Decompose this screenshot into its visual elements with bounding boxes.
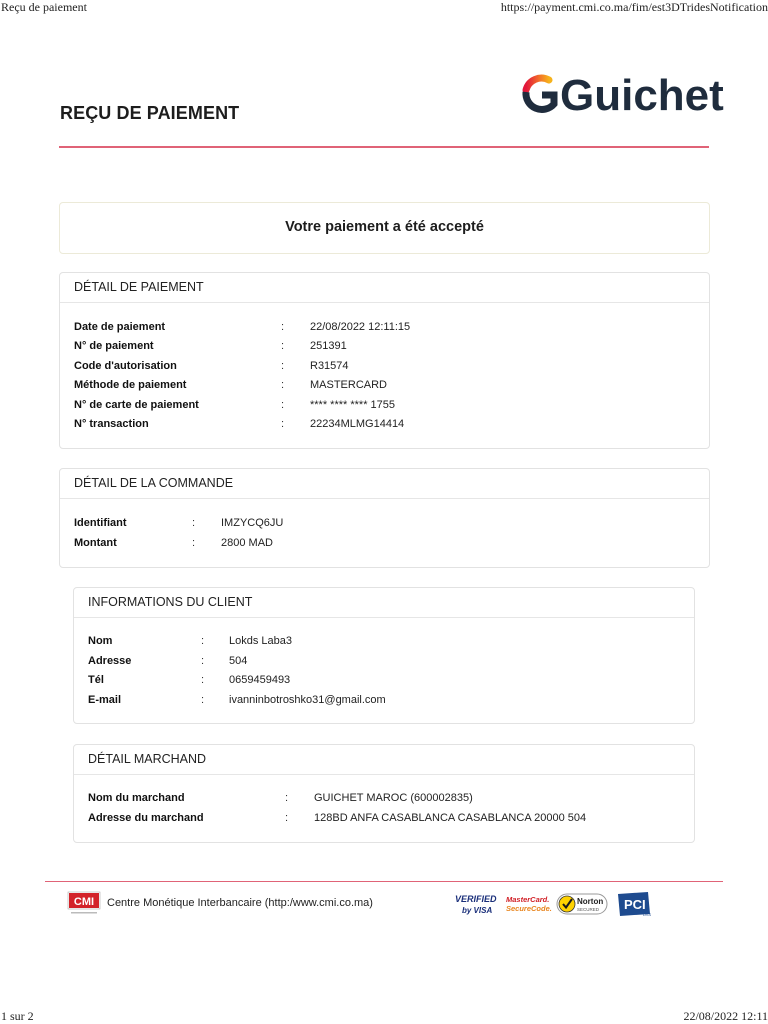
svg-text:DSS: DSS	[643, 912, 652, 917]
detail-label: Adresse du marchand	[88, 812, 204, 824]
footer-divider	[45, 881, 723, 882]
card-divider	[60, 498, 709, 499]
payment-detail-card: DÉTAIL DE PAIEMENT Date de paiement : 22/08/2022 12:11:15 N° de paiement : 251391 Code d'autorisation : R31574 Méthode de paiement : MASTERCARD N° de carte de paiement : **** **** **** 1755 N° transaction : 22234MLMG14414	[59, 272, 710, 449]
header-divider	[59, 146, 709, 148]
order-detail-title: DÉTAIL DE LA COMMANDE	[74, 476, 234, 490]
logo-text: Guichet	[560, 71, 724, 120]
merchant-detail-title: DÉTAIL MARCHAND	[88, 752, 207, 766]
detail-label: Identifiant	[74, 517, 127, 529]
mastercard-securecode-badge	[504, 890, 552, 923]
detail-value: Lokds Laba3	[229, 635, 292, 647]
detail-label: Méthode de paiement	[74, 379, 187, 391]
order-detail-card: DÉTAIL DE LA COMMANDE Identifiant : IMZYCQ6JU Montant : 2800 MAD	[59, 468, 710, 568]
receipt-title: REÇU DE PAIEMENT	[60, 103, 240, 123]
card-divider	[74, 617, 694, 618]
detail-value: GUICHET MAROC (600002835)	[314, 792, 473, 804]
detail-label: Nom	[88, 635, 113, 647]
cmi-logo	[68, 892, 100, 916]
detail-value: **** **** **** 1755	[310, 399, 396, 411]
pci-dss-badge	[616, 890, 654, 923]
detail-label: E-mail	[88, 694, 122, 706]
card-divider	[74, 774, 694, 775]
svg-text:SECURED: SECURED	[577, 907, 600, 912]
detail-value: MASTERCARD	[310, 379, 388, 391]
detail-value: 22234MLMG14414	[310, 418, 405, 430]
detail-value: R31574	[310, 360, 349, 372]
detail-label: Adresse	[88, 655, 132, 667]
norton-secured-badge	[556, 890, 608, 923]
svg-text:MasterCard.: MasterCard.	[506, 895, 550, 904]
detail-label: Tél	[88, 674, 104, 686]
cmi-footer-text: Centre Monétique Interbancaire (http:/www.cmi.co.ma)	[107, 897, 373, 909]
detail-label: N° de paiement	[74, 340, 154, 352]
card-divider	[60, 302, 709, 303]
client-info-title: INFORMATIONS DU CLIENT	[88, 595, 253, 609]
print-footer-page: 1 sur 2	[1, 1009, 34, 1023]
svg-text:Norton: Norton	[577, 897, 604, 906]
detail-value: 251391	[310, 340, 347, 352]
detail-value: 2800 MAD	[221, 537, 273, 549]
detail-label: Code d'autorisation	[74, 360, 177, 372]
svg-text:PCI: PCI	[624, 897, 646, 912]
merchant-detail-card: DÉTAIL MARCHAND Nom du marchand : GUICHET MAROC (600002835) Adresse du marchand : 128BD ANFA CASABLANCA CASABLANCA 20000 504	[73, 744, 695, 843]
svg-text:VERIFIED: VERIFIED	[455, 894, 497, 904]
detail-value: IMZYCQ6JU	[221, 517, 284, 529]
detail-label: N° transaction	[74, 418, 149, 430]
guichet-logo	[520, 68, 724, 123]
print-header-url: https://payment.cmi.co.ma/fim/est3DTridesNotification	[500, 0, 768, 14]
detail-label: N° de carte de paiement	[74, 399, 199, 411]
print-footer-datetime: 22/08/2022 12:11	[683, 1009, 768, 1023]
detail-label: Nom du marchand	[88, 792, 185, 804]
verified-by-visa-badge	[452, 890, 497, 923]
svg-text:SecureCode.: SecureCode.	[506, 904, 552, 913]
print-header-title: Reçu de paiement	[1, 0, 87, 14]
client-info-card: INFORMATIONS DU CLIENT Nom : Lokds Laba3 Adresse : 504 Tél : 0659459493 E-mail : ivanninbotroshko31@gmail.com	[73, 587, 695, 724]
svg-text:by VISA: by VISA	[462, 906, 493, 915]
payment-detail-title: DÉTAIL DE PAIEMENT	[74, 280, 204, 294]
cmi-logo-text: CMI	[73, 896, 95, 908]
detail-label: Montant	[74, 537, 117, 549]
payment-status-box	[59, 202, 710, 254]
detail-value: 0659459493	[229, 674, 291, 686]
detail-value: 504	[229, 655, 248, 667]
detail-value: 22/08/2022 12:11:15	[310, 321, 411, 333]
detail-value: 128BD ANFA CASABLANCA CASABLANCA 20000 504	[314, 812, 587, 824]
detail-label: Date de paiement	[74, 321, 166, 333]
payment-accepted-message: Votre paiement a été accepté	[285, 219, 484, 235]
detail-value: ivanninbotroshko31@gmail.com	[229, 694, 386, 706]
